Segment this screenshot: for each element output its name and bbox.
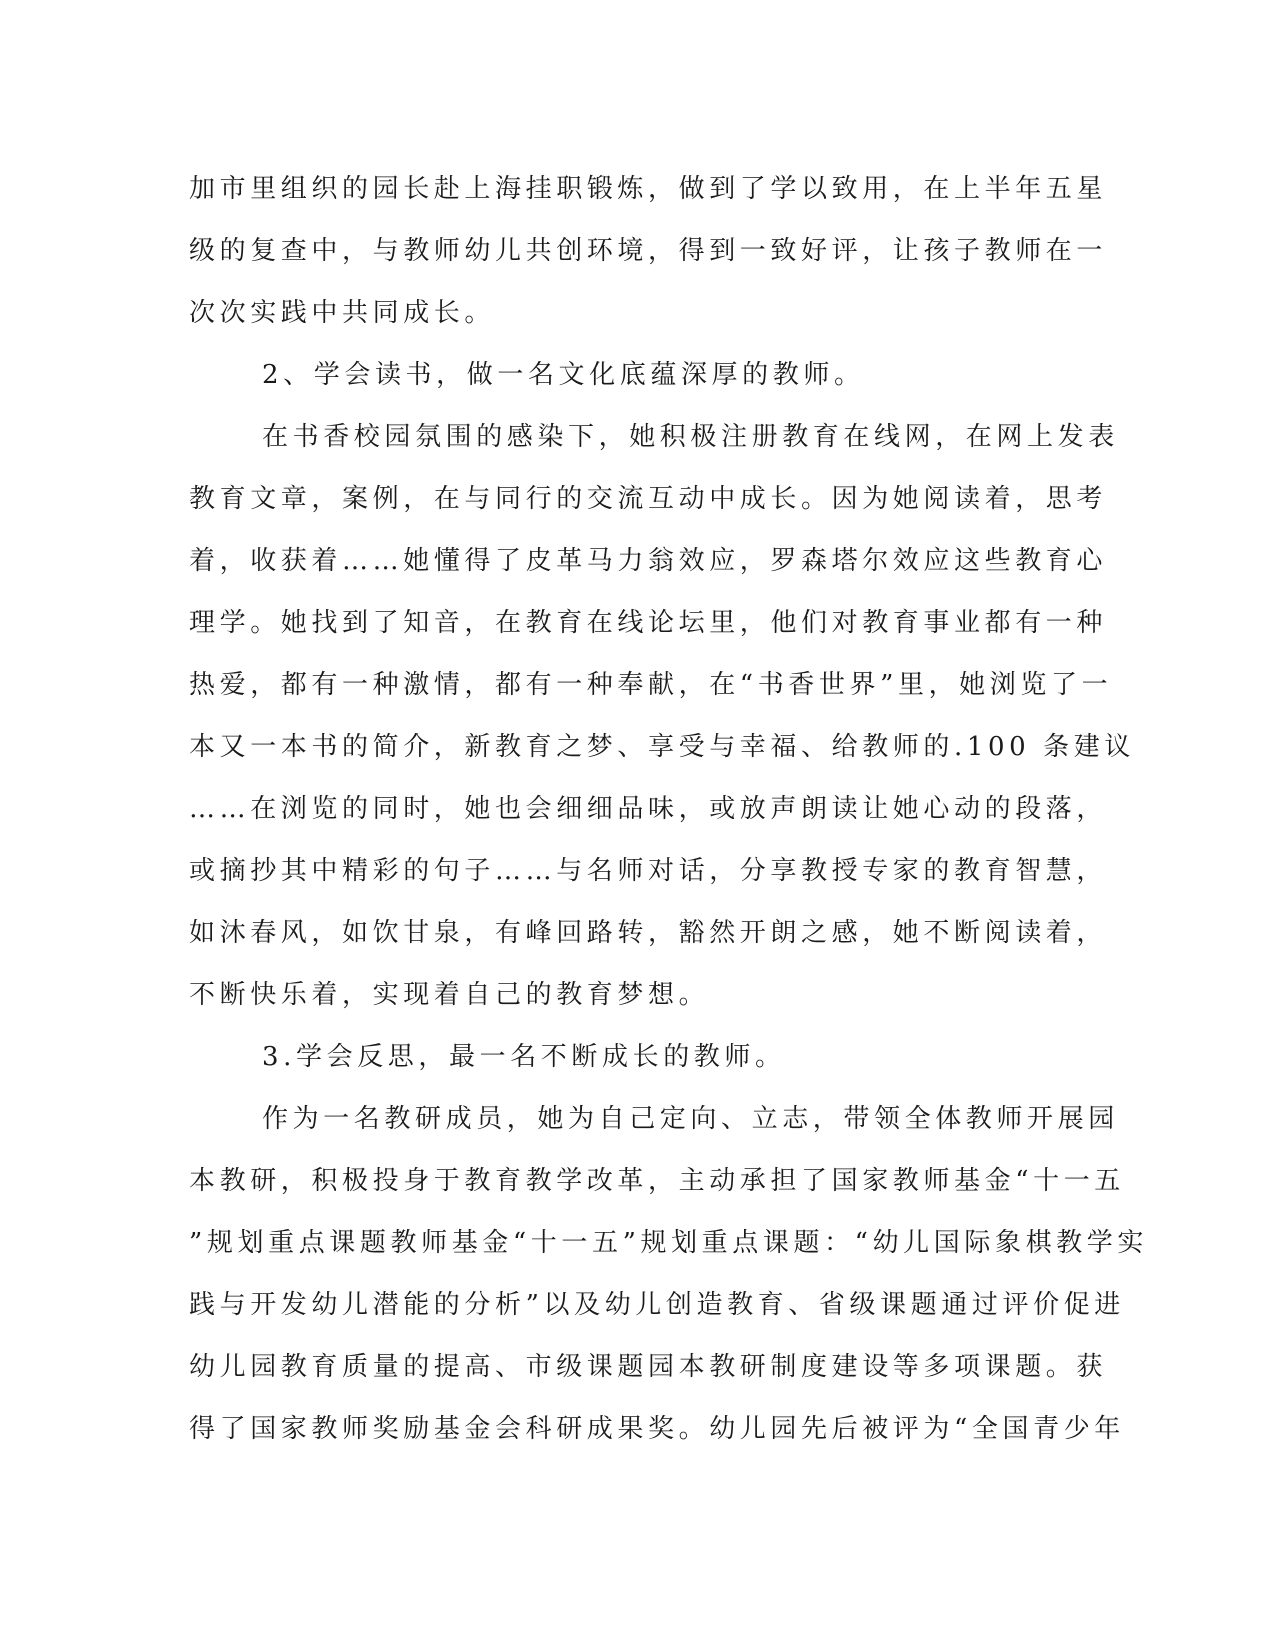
text-line: 加市里组织的园长赴上海挂职锻炼，做到了学以致用，在上半年五星 xyxy=(189,174,1108,204)
text-line: 着，收获着……她懂得了皮革马力翁效应，罗森塔尔效应这些教育心 xyxy=(189,546,1108,576)
text-line: 理学。她找到了知音，在教育在线论坛里，他们对教育事业都有一种 xyxy=(189,608,1108,638)
text-line: 次次实践中共同成长。 xyxy=(189,298,496,328)
section-heading: 2、学会读书，做一名文化底蕴深厚的教师。 xyxy=(262,360,865,390)
text-line: 或摘抄其中精彩的句子……与名师对话，分享教授专家的教育智慧， xyxy=(189,856,1108,886)
text-line: 教育文章，案例，在与同行的交流互动中成长。因为她阅读着，思考 xyxy=(189,484,1108,514)
text-line: ……在浏览的同时，她也会细细品味，或放声朗读让她心动的段落， xyxy=(189,794,1108,824)
text-line: 级的复查中，与教师幼儿共创环境，得到一致好评，让孩子教师在一 xyxy=(189,236,1108,266)
text-line: 本教研，积极投身于教育教学改革，主动承担了国家教师基金“十一五 xyxy=(189,1166,1125,1196)
text-line: 如沐春风，如饮甘泉，有峰回路转，豁然开朗之感，她不断阅读着， xyxy=(189,918,1108,948)
text-line: 本又一本书的简介，新教育之梦、享受与幸福、给教师的.100 条建议 xyxy=(189,732,1135,762)
text-line: 作为一名教研成员，她为自己定向、立志，带领全体教师开展园 xyxy=(262,1104,1119,1134)
section-heading: 3.学会反思，最一名不断成长的教师。 xyxy=(262,1042,786,1072)
text-line: 热爱，都有一种激情，都有一种奉献，在“书香世界”里，她浏览了一 xyxy=(189,670,1113,700)
text-line: 幼儿园教育质量的提高、市级课题园本教研制度建设等多项课题。获 xyxy=(189,1352,1108,1382)
text-line: 在书香校园氛围的感染下，她积极注册教育在线网，在网上发表 xyxy=(262,422,1119,452)
text-line: 践与开发幼儿潜能的分析”以及幼儿创造教育、省级课题通过评价促进 xyxy=(189,1290,1125,1320)
text-line: 得了国家教师奖励基金会科研成果奖。幼儿园先后被评为“全国青少年 xyxy=(189,1414,1125,1444)
text-line: ”规划重点课题教师基金“十一五”规划重点课题：“幼儿国际象棋教学实 xyxy=(189,1228,1148,1258)
text-line: 不断快乐着，实现着自己的教育梦想。 xyxy=(189,980,710,1010)
